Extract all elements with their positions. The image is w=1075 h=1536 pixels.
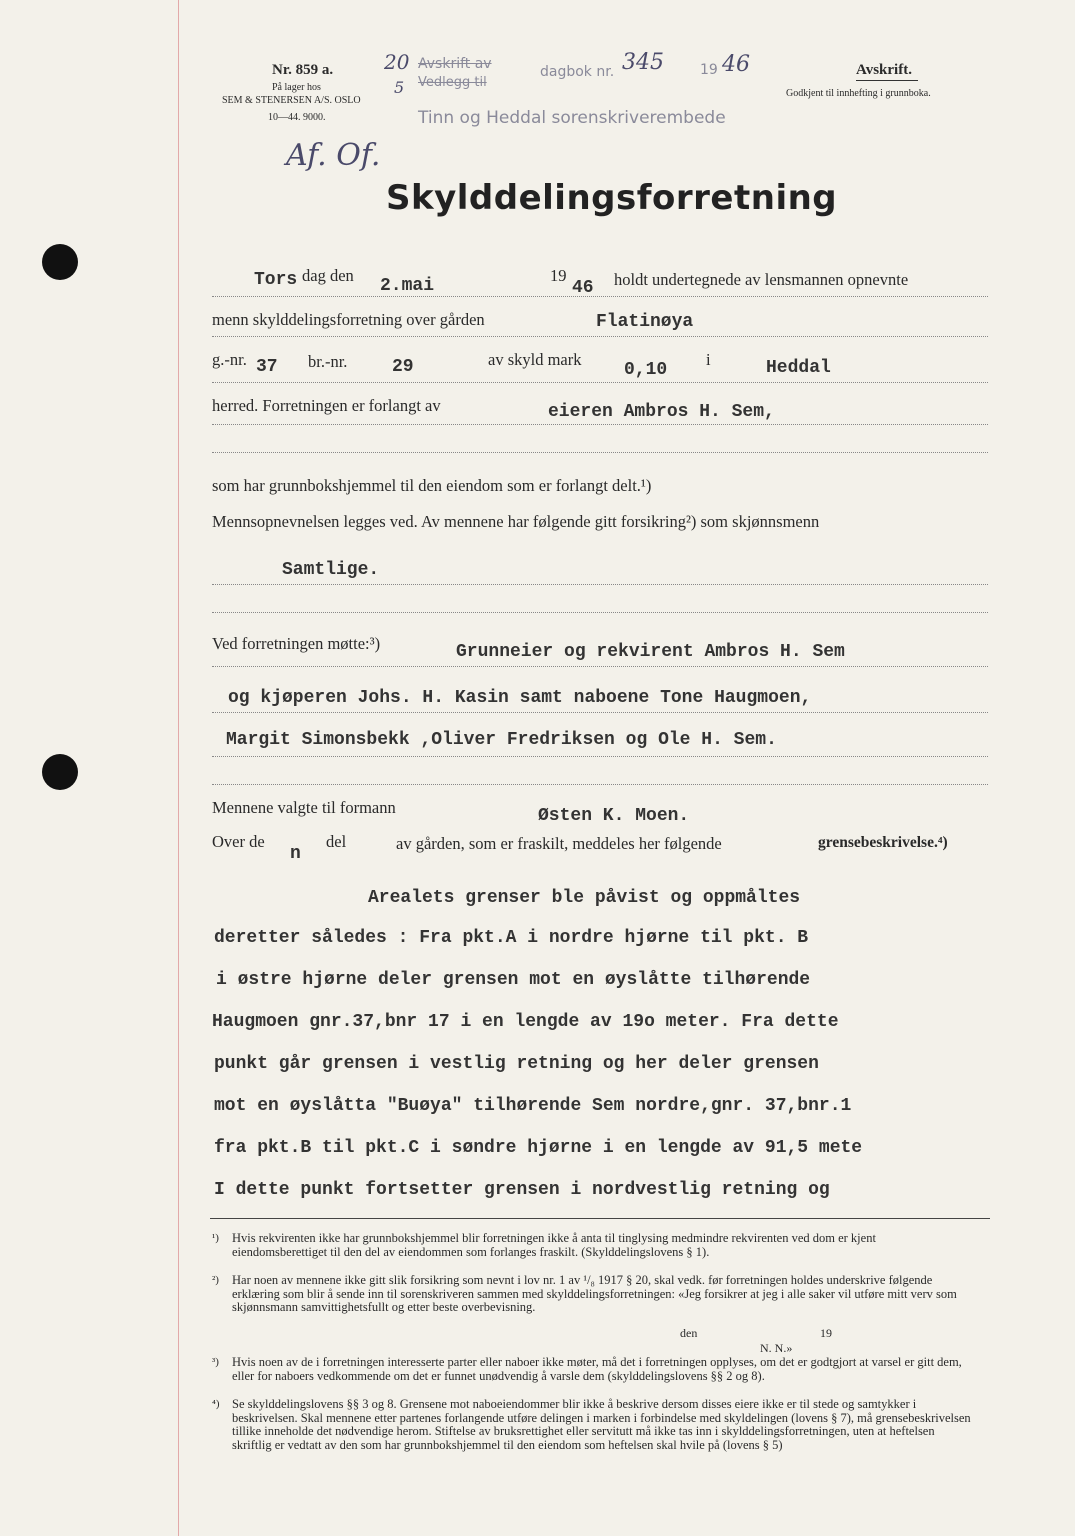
stamp-dagbok: dagbok nr. xyxy=(540,64,615,80)
punch-hole-top xyxy=(42,244,78,280)
line11-text: Mennene valgte til formann xyxy=(212,798,396,817)
right-title: Avskrift. xyxy=(856,62,912,78)
meeting-date: 2.mai xyxy=(380,276,435,296)
hand-initials: Af. Of. xyxy=(286,138,381,173)
footnote-mark: ⁴) xyxy=(212,1398,220,1410)
gnr-label: g.-nr. xyxy=(212,350,247,369)
footnote-2-den: den xyxy=(680,1326,698,1340)
form-number: Nr. 859 a. xyxy=(272,62,334,78)
day-typed: Tors xyxy=(254,270,298,290)
line6-text: Mennsopnevnelsen legges ved. Av mennene har følgende gitt forsikring²) som skjønnsmenn xyxy=(212,512,820,531)
footnote-mark: ²) xyxy=(212,1274,219,1286)
hand-date-bottom: 5 xyxy=(394,78,405,97)
footnote-4: Se skylddelingslovens §§ 3 og 8. Grensene mot naboeiendommer blir ikke å beskrive dersom disses eiere ikke er til stede og samtykker i beskrivelsen. Skal mennene etter partenes forlangende utføre delingen i marken i forbindelse med skyldelingen (lovens § 7), må grensebeskrivelsen tillike inneholde det nødvendige herom. Stiftelse av bruksrettighet eller servitutt må ikke tas inn i skylddelingsforretningen, uten at heftelsen skriftlig er vedtatt av den som har grunnbokshjemmel til den eiendom som heftelsen skal hvile på (lovens § 5) xyxy=(232,1397,971,1452)
dotted-line xyxy=(212,612,988,613)
right-title-underline xyxy=(856,80,918,81)
dag-den-label: dag den xyxy=(302,266,354,285)
margin-line xyxy=(178,0,179,1536)
form-note: På lager hos xyxy=(272,82,321,93)
footnote-rule xyxy=(210,1218,990,1219)
stamp-year-prefix: 19 xyxy=(700,62,718,78)
requester: eieren Ambros H. Sem, xyxy=(548,402,775,422)
line1-text: holdt undertegnede av lensmannen opnevnte xyxy=(614,270,909,289)
dotted-line xyxy=(212,296,988,297)
dotted-line xyxy=(212,336,988,337)
bnr-label: br.-nr. xyxy=(308,352,348,371)
line4-text: herred. Forretningen er forlangt av xyxy=(212,396,441,415)
skyld-label: av skyld mark xyxy=(488,350,582,369)
bnr-value: 29 xyxy=(392,357,414,377)
desc-line: Arealets grenser ble påvist og oppmåltes xyxy=(368,888,801,908)
farm-name: Flatinøya xyxy=(596,312,694,332)
attendees-line2: og kjøperen Johs. H. Kasin samt naboene Tone Haugmoen, xyxy=(228,688,812,708)
punch-hole-bottom xyxy=(42,754,78,790)
chairman: Østen K. Moen. xyxy=(538,806,690,826)
line8-text: Ved forretningen møtte:³) xyxy=(212,634,381,653)
footnote-mark: ³) xyxy=(212,1356,219,1368)
desc-line: Haugmoen gnr.37,bnr 17 i en lengde av 19o meter. Fra dette xyxy=(212,1012,839,1032)
footnote-1: Hvis rekvirenten ikke har grunnbokshjemmel blir forretningen ikke å anta til tinglysing medmindre rekvirenten ved dom er kjent eiendomsberettiget til den del av eiendommen som forlanges fraskilt. (Skylddelingslovens § 1). xyxy=(232,1231,876,1259)
dotted-line xyxy=(212,666,988,667)
dotted-line xyxy=(212,424,988,425)
line5-text: som har grunnbokshjemmel til den eiendom som er forlangt delt.¹) xyxy=(212,476,652,495)
stamp-vedlegg: Vedlegg til xyxy=(418,75,487,90)
footnote-3: Hvis noen av de i forretningen interesserte parter eller naboer ikke møter, må det i forretningen opplyses, om det er godtgjort at varsel er gitt dem, eller for naboers vedkommende om det er funnet unødvendig å varsle dem (skylddelingslovens §§ 2 og 8). xyxy=(232,1355,962,1383)
dotted-line xyxy=(212,784,988,785)
hand-number: 345 xyxy=(622,50,664,75)
over-de-label: Over de xyxy=(212,832,265,851)
skjonnsmenn-typed: Samtlige. xyxy=(282,560,380,580)
place-name: Heddal xyxy=(766,358,831,378)
stamp-avskrift: Avskrift av xyxy=(418,56,492,72)
desc-line: fra pkt.B til pkt.C i søndre hjørne i en lengde av 91,5 mete xyxy=(214,1138,863,1158)
page-title: Skylddelingsforretning xyxy=(386,178,838,218)
footnote-mark: ¹) xyxy=(212,1232,219,1244)
hand-year: 46 xyxy=(722,52,750,77)
del-label: del xyxy=(326,832,347,851)
year-prefix: 19 xyxy=(550,266,567,285)
desc-line: i østre hjørne deler grensen mot en øyslåtte tilhørende xyxy=(216,970,811,990)
dotted-line xyxy=(212,382,988,383)
footnote-2: Har noen av mennene ikke gitt slik forsikring som nevnt i lov nr. 1 av ¹/₈ 1917 § 20, skal vedk. før forretningen holdes underskrive følgende erklæring som blir å sende inn til sorenskriveren sammen med skylddelingsforretningen: «Jeg forsikrer at jeg i alle saker vil utføre mitt verv som skjønnsmann samvittighetsfullt og etter beste overbevisning. xyxy=(232,1273,957,1315)
stamp-office: Tinn og Heddal sorenskriverembede xyxy=(418,108,726,128)
attendees-line1: Grunneier og rekvirent Ambros H. Sem xyxy=(456,642,845,662)
attendees-line3: Margit Simonsbekk ,Oliver Fredriksen og Ole H. Sem. xyxy=(226,730,777,750)
desc-line: mot en øyslåtta "Buøya" tilhørende Sem nordre,gnr. 37,bnr.1 xyxy=(214,1096,852,1116)
part-n: n xyxy=(290,844,301,864)
gnr-value: 37 xyxy=(256,357,278,377)
i-label: i xyxy=(706,350,711,369)
line12-text: av gården, som er fraskilt, meddeles her følgende xyxy=(396,834,722,853)
dotted-line xyxy=(212,712,988,713)
dotted-line xyxy=(212,452,988,453)
right-note: Godkjent til innhefting i grunnboka. xyxy=(786,88,931,99)
footnote-2-nn: N. N.» xyxy=(760,1341,793,1355)
meeting-year: 46 xyxy=(572,278,594,298)
printer-name: SEM & STENERSEN A/S. OSLO xyxy=(222,95,361,106)
print-code: 10—44. 9000. xyxy=(268,112,326,123)
footnote-2-year: 19 xyxy=(820,1326,832,1340)
desc-line: deretter således : Fra pkt.A i nordre hjørne til pkt. B xyxy=(214,928,809,948)
grensebeskrivelse-label: grensebeskrivelse.⁴) xyxy=(818,834,948,851)
desc-line: punkt går grensen i vestlig retning og her deler grensen xyxy=(214,1054,819,1074)
hand-date-top: 20 xyxy=(384,50,410,74)
dotted-line xyxy=(212,584,988,585)
desc-line: I dette punkt fortsetter grensen i nordvestlig retning og xyxy=(214,1180,830,1200)
skyld-mark: 0,10 xyxy=(624,360,668,380)
line2-text: menn skylddelingsforretning over gården xyxy=(212,310,485,329)
dotted-line xyxy=(212,756,988,757)
